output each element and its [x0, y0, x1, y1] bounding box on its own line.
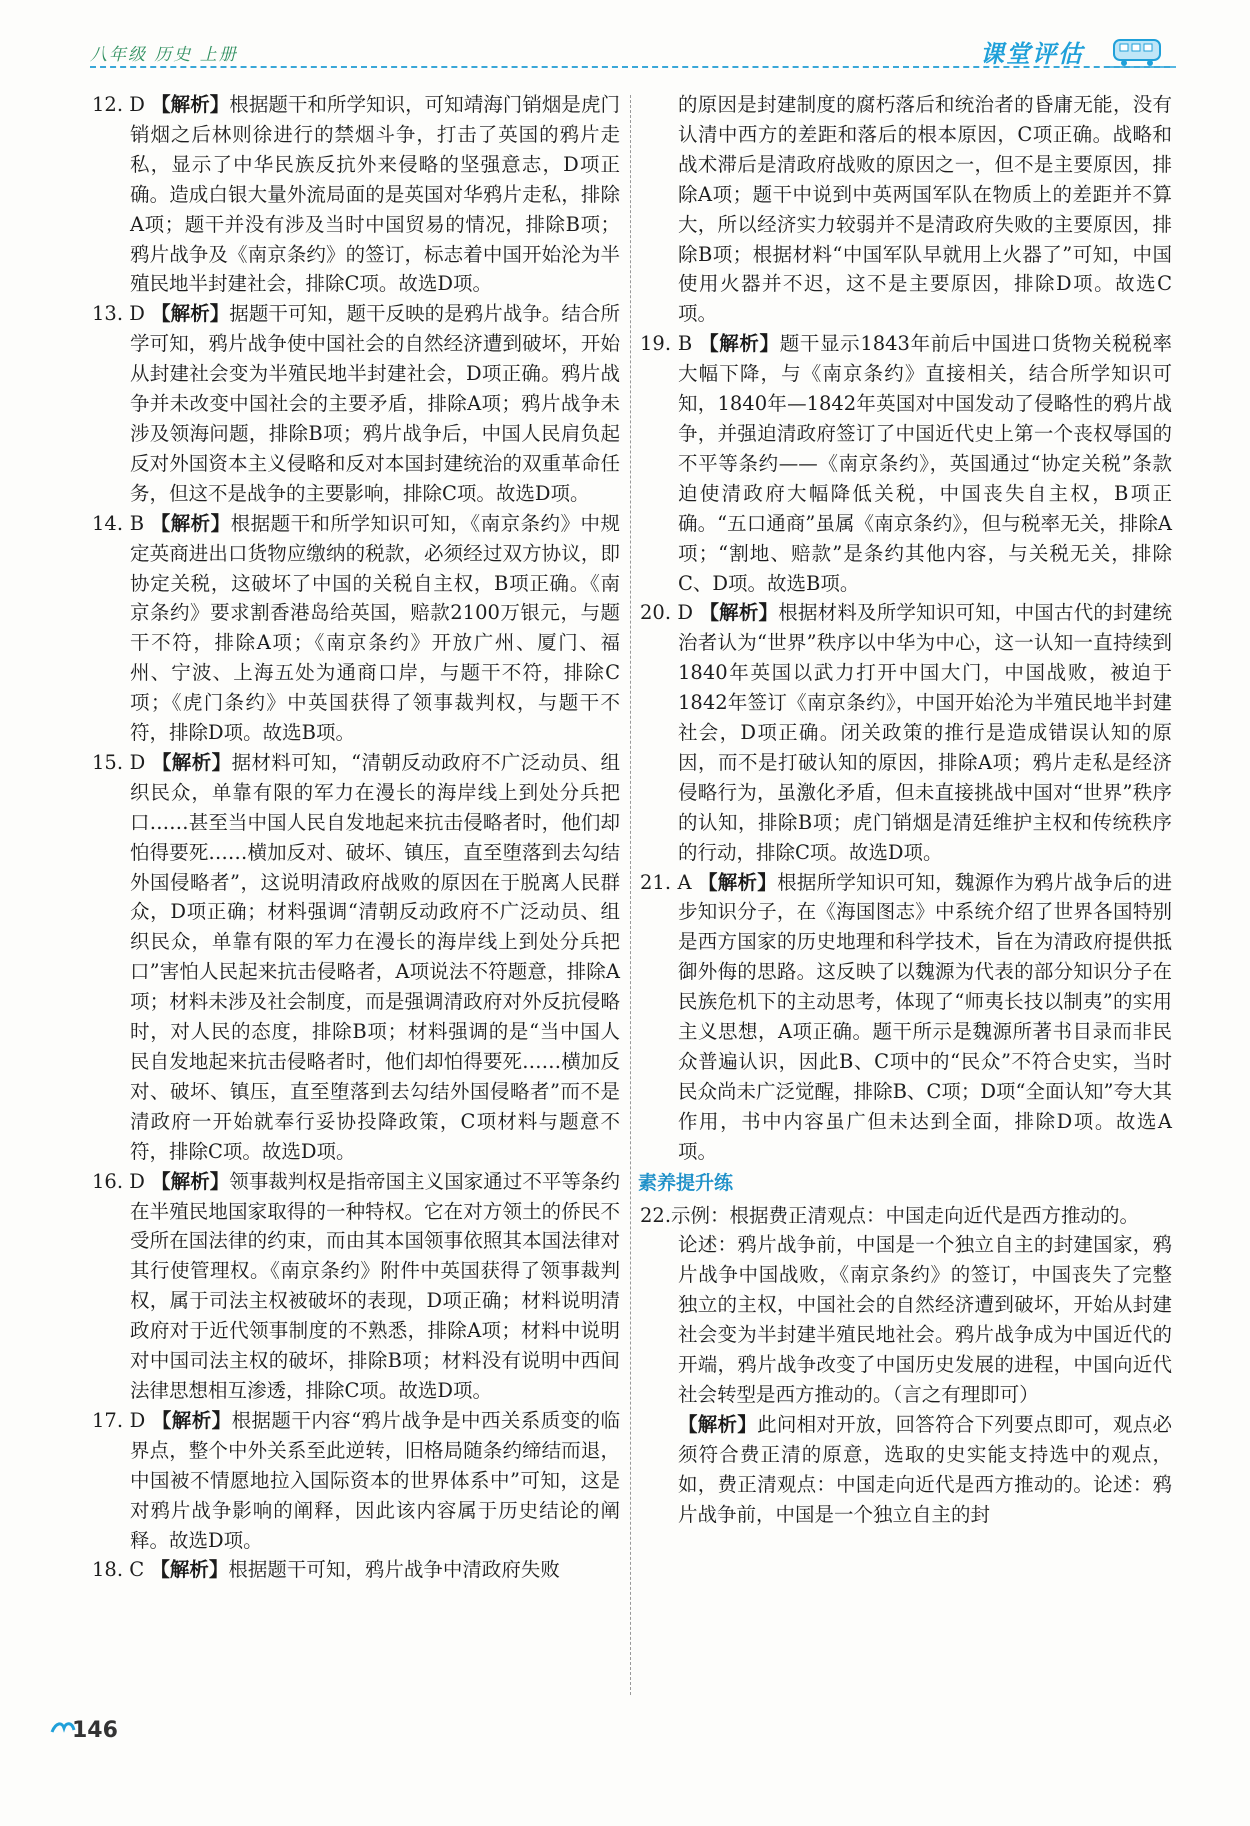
answer-item-15: 15. D 【解析】据材料可知，“清朝反动政府不广泛动员、组织民众，单靠有限的军力在漫长的海岸线上到处分兵把口……甚至当中国人民自发地起来抗击侵略者时，他们却怕得要死……横加反对、破坏、镇压，直至堕落到去勾结外国侵略者”，这说明清政府战败的原因在于脱离人民群众，D项正确；材料强调“清朝反动政府不广泛动员、组织民众，单靠有限的军力在漫长的海岸线上到处分兵把口”害怕人民起来抗击侵略者，A项说法不符题意，排除A项；材料未涉及社会制度，而是强调清政府对外反抗侵略时，对人民的态度，排除B项；材料强调的是“当中国人民自发地起来抗击侵略者时，他们却怕得要死……横加反对、破坏、镇压，直至堕落到去勾结外国侵略者”而不是清政府一开始就奉行妥协投降政策，C项材料与题意不符，排除C项。故选D项。: [92, 750, 620, 1163]
answer-item-18-continued: 的原因是封建制度的腐朽落后和统治者的昏庸无能，没有认清中西方的差距和落后的根本原因，C项正确。战略和战术滞后是清政府战败的原因之一，但不是主要原因，排除A项；题干中说到中英两国军队在物质上的差距并不算大，所以经济实力较弱并不是清政府失败的主要原因，排除B项；根据材料“中国军队早就用上火器了”可知，中国使用火器并不迟，这不是主要原因，排除D项。故选C项。: [678, 93, 1172, 326]
section-title: 素养提升练: [638, 1171, 734, 1194]
answer-item-13: 13. D 【解析】据题干可知，题干反映的是鸦片战争。结合所学可知，鸦片战争使中国社会的自然经济遭到破坏，开始从封建社会变为半殖民地半封建社会，D项正确。鸦片战争并未改变中国社会的主要矛盾，排除A项；鸦片战争未涉及领海问题，排除B项；鸦片战争后，中国人民肩负起反对外国资本主义侵略和反对本国封建统治的双重革命任务，但这不是战争的主要影响，排除C项。故选D项。: [92, 302, 620, 505]
column-divider: [630, 95, 631, 1695]
header-divider: [90, 66, 1170, 68]
page-header: [0, 0, 1250, 80]
answer-item-18: 18. C 【解析】根据题干可知，鸦片战争中清政府失败: [92, 1558, 560, 1582]
answer-item-22-analysis: 【解析】此问相对开放，回答符合下列要点即可，观点必须符合费正清的原意，选取的史实能支持选中的观点，如，费正清观点：中国走向近代是西方推动的。论述：鸦片战争前，中国是一个独立自主的封: [678, 1412, 1172, 1526]
answer-item-22-argument: 论述：鸦片战争前，中国是一个独立自主的封建国家，鸦片战争中国战败，《南京条约》的签订，中国丧失了完整独立的主权，中国社会的自然经济遭到破坏，开始从封建社会变为半封建半殖民地社会。鸦片战争成为中国近代的开端，鸦片战争改变了中国历史发展的进程，中国向近代社会转型是西方推动的。（言之有理即可）: [678, 1233, 1172, 1406]
brand-title: 课堂评估: [980, 40, 1084, 68]
answer-item-12: 12. D 【解析】根据题干和所学知识，可知靖海门销烟是虎门销烟之后林则徐进行的禁烟斗争，打击了英国的鸦片走私，显示了中华民族反抗外来侵略的坚强意志，D项正确。造成白银大量外流局面的是英国对华鸦片走私，排除A项；题干并没有涉及当时中国贸易的情况，排除B项；鸦片战争及《南京条约》的签订，标志着中国开始沦为半殖民地半封建社会，排除C项。故选D项。: [92, 93, 620, 296]
left-column: [92, 90, 620, 1585]
train-icon: [1108, 34, 1178, 70]
answer-item-17: 17. D 【解析】根据题干内容“鸦片战争是中西关系质变的临界点，整个中外关系至此逆转，旧格局随条约缔结而退，中国被不情愿地拉入国际资本的世界体系中”可知，这是对鸦片战争影响的阐释，因此该内容属于历史结论的阐释。故选D项。: [92, 1408, 620, 1552]
answer-item-16: 16. D 【解析】领事裁判权是指帝国主义国家通过不平等条约在半殖民地国家取得的一种特权。它在对方领土的侨民不受所在国法律的约束，而由其本国领事依照其本国法律对其行使管理权。《南京条约》附件中英国获得了领事裁判权，属于司法主权被破坏的表现，D项正确；材料说明清政府对于近代领事制度的不熟悉，排除A项；材料中说明对中国司法主权的破坏，排除B项；材料没有说明中西间法律思想相互渗透，排除C项。故选D项。: [92, 1169, 620, 1402]
answer-item-19: 19. B 【解析】题干显示1843年前后中国进口货物关税税率大幅下降，与《南京条约》直接相关，结合所学知识可知，1840年—1842年英国对中国发动了侵略性的鸦片战争，并强迫清政府签订了中国近代史上第一个丧权辱国的不平等条约——《南京条约》，英国通过“协定关税”条款迫使清政府大幅降低关税，中国丧失自主权，B项正确。“五口通商”虽属《南京条约》，但与税率无关，排除A项；“割地、赔款”是条约其他内容，与关税无关，排除C、D项。故选B项。: [640, 332, 1172, 595]
right-column: [640, 90, 1172, 1530]
answer-item-22: 22.示例：根据费正清观点：中国走向近代是西方推动的。: [640, 1203, 1140, 1227]
answer-item-20: 20. D 【解析】根据材料及所学知识可知，中国古代的封建统治者认为“世界”秩序以中华为中心，这一认知一直持续到1840年英国以武力打开中国大门，中国战败，被迫于1842年签订《南京条约》，中国开始沦为半殖民地半封建社会，D项正确。闭关政策的推行是造成错误认知的原因，而不是打破认知的原因，排除A项；鸦片走私是经济侵略行为，虽激化矛盾，但未直接挑战中国对“世界”秩序的认知，排除B项；虎门销烟是清廷维护主权和传统秩序的行动，排除C项。故选D项。: [640, 601, 1172, 864]
answer-item-21: 21. A 【解析】根据所学知识可知，魏源作为鸦片战争后的进步知识分子，在《海国图志》中系统介绍了世界各国特别是西方国家的历史地理和科学技术，旨在为清政府提供抵御外侮的思路。这反映了以魏源为代表的部分知识分子在民族危机下的主动思考，体现了“师夷长技以制夷”的实用主义思想，A项正确。题干所示是魏源所著书目录而非民众普遍认识，因此B、C项中的“民众”不符合史实，当时民众尚未广泛觉醒，排除B、C项；D项“全面认知”夸大其作用，书中内容虽广但未达到全面，排除D项。故选A项。: [640, 870, 1172, 1163]
grade-label: 八年级 历史 上册: [90, 45, 238, 65]
answer-item-14: 14. B 【解析】根据题干和所学知识可知，《南京条约》中规定英商进出口货物应缴纳的税款，必须经过双方协议，即协定关税，这破坏了中国的关税自主权，B项正确。《南京条约》要求割香港岛给英国，赔款2100万银元，与题干不符，排除A项；《南京条约》开放广州、厦门、福州、宁波、上海五处为通商口岸，与题干不符，排除C项；《虎门条约》中英国获得了领事裁判权，与题干不符，排除D项。故选B项。: [92, 511, 620, 745]
page-number: 146: [72, 1718, 118, 1743]
